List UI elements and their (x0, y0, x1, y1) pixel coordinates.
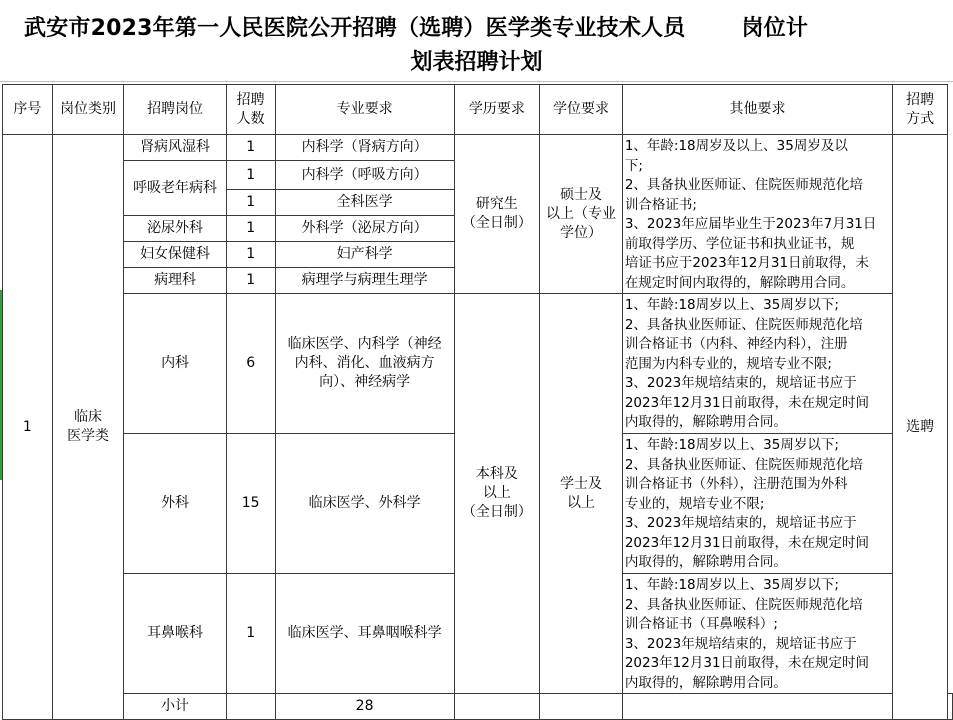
cell-major: 内科学（呼吸方向） (275, 161, 454, 190)
header-major: 专业要求 (275, 85, 454, 135)
header-category: 岗位类别 (52, 85, 124, 135)
header-row (3, 85, 953, 135)
subtotal-empty (622, 694, 892, 720)
subtotal-empty (540, 694, 623, 720)
cell-major: 外科学（泌尿方向） (275, 216, 454, 242)
cell-other: 1、年龄:18周岁以上、35周岁以下; 2、具备执业医师证、住院医师规范化培 训合格证书（内科、神经内科），注册 范围为内科专业的，规培专业不限; 3、2023年规培结束的，规培证书应于 2023年12月31日前取得，未在规定时间 内取得的，解除聘用合同。 (622, 294, 892, 434)
cell-degree-group1: 硕士及 以上（专业 学位） (540, 135, 623, 294)
cell-other: 1、年龄:18周岁以上、35周岁以下; 2、具备执业医师证、住院医师规范化培 训合格证书（外科），注册范围为外科 专业的，规培专业不限; 3、2023年规培结束的，规培证书应于 2023年12月31日前取得，未在规定时间 内取得的，解除聘用合同。 (622, 434, 892, 574)
subtotal-label: 小计 (124, 694, 226, 720)
table-row (3, 294, 953, 434)
cell-count: 1 (226, 161, 275, 190)
cell-major: 临床医学、耳鼻咽喉科学 (275, 574, 454, 694)
cell-position: 病理科 (124, 268, 226, 294)
sheet-title (0, 0, 953, 82)
header-degree: 学位要求 (540, 85, 623, 135)
cell-count: 1 (226, 190, 275, 216)
subtotal-position-empty (226, 694, 275, 720)
cell-position: 内科 (124, 294, 226, 434)
cell-count: 1 (226, 135, 275, 161)
cell-major: 临床医学、内科学（神经 内科、消化、血液病方 向）、神经病学 (275, 294, 454, 434)
cell-major: 内科学（肾病方向） (275, 135, 454, 161)
cell-position: 泌尿外科 (124, 216, 226, 242)
cell-education-group2: 本科及 以上 （全日制） (454, 294, 540, 694)
table-row (3, 135, 953, 161)
cell-major: 全科医学 (275, 190, 454, 216)
cell-count: 1 (226, 216, 275, 242)
cell-position: 肾病风湿科 (124, 135, 226, 161)
cell-count: 6 (226, 294, 275, 434)
header-seq: 序号 (3, 85, 53, 135)
cell-position: 呼吸老年病科 (124, 161, 226, 216)
cell-other: 1、年龄:18周岁以上、35周岁以下; 2、具备执业医师证、住院医师规范化培 训合格证书（耳鼻喉科）; 3、2023年规培结束的，规培证书应于 2023年12月31日前取得，未在规定时间 内取得的，解除聘用合同。 (622, 574, 892, 694)
title-line-1: 武安市2023年第一人民医院公开招聘（选聘）医学类专业技术人员 岗位计 (24, 16, 809, 41)
cell-count: 1 (226, 574, 275, 694)
cell-count: 15 (226, 434, 275, 574)
header-education: 学历要求 (454, 85, 540, 135)
subtotal-empty (454, 694, 540, 720)
cell-education-group1: 研究生 （全日制） (454, 135, 540, 294)
cell-seq: 1 (3, 135, 53, 720)
cell-other-group1: 1、年龄:18周岁及以上、35周岁及以 下; 2、具备执业医师证、住院医师规范化培 训合格证书; 3、2023年应届毕业生于2023年7月31日 前取得学历、学位证书和执业证书，规 培证书应于2023年12月31日前取得，未 在规定时间内取得的，解除聘用合同。 (622, 135, 892, 294)
cell-category: 临床 医学类 (52, 135, 124, 720)
subtotal-empty (948, 694, 953, 720)
cell-degree-group2: 学士及 以上 (540, 294, 623, 694)
cell-position: 耳鼻喉科 (124, 574, 226, 694)
cell-position: 妇女保健科 (124, 242, 226, 268)
subtotal-row (3, 694, 953, 720)
header-count: 招聘 人数 (226, 85, 275, 135)
cell-position: 外科 (124, 434, 226, 574)
cell-major: 临床医学、外科学 (275, 434, 454, 574)
cell-count: 1 (226, 268, 275, 294)
cell-major: 妇产科学 (275, 242, 454, 268)
recruitment-table (2, 84, 953, 720)
header-position: 招聘岗位 (124, 85, 226, 135)
header-other: 其他要求 (622, 85, 892, 135)
cell-method: 选聘 (893, 135, 948, 720)
header-method: 招聘 方式 (893, 85, 948, 135)
title-line-2: 划表招聘计划 (410, 50, 543, 75)
cell-count: 1 (226, 242, 275, 268)
subtotal-count: 28 (275, 694, 454, 720)
cell-major: 病理学与病理生理学 (275, 268, 454, 294)
